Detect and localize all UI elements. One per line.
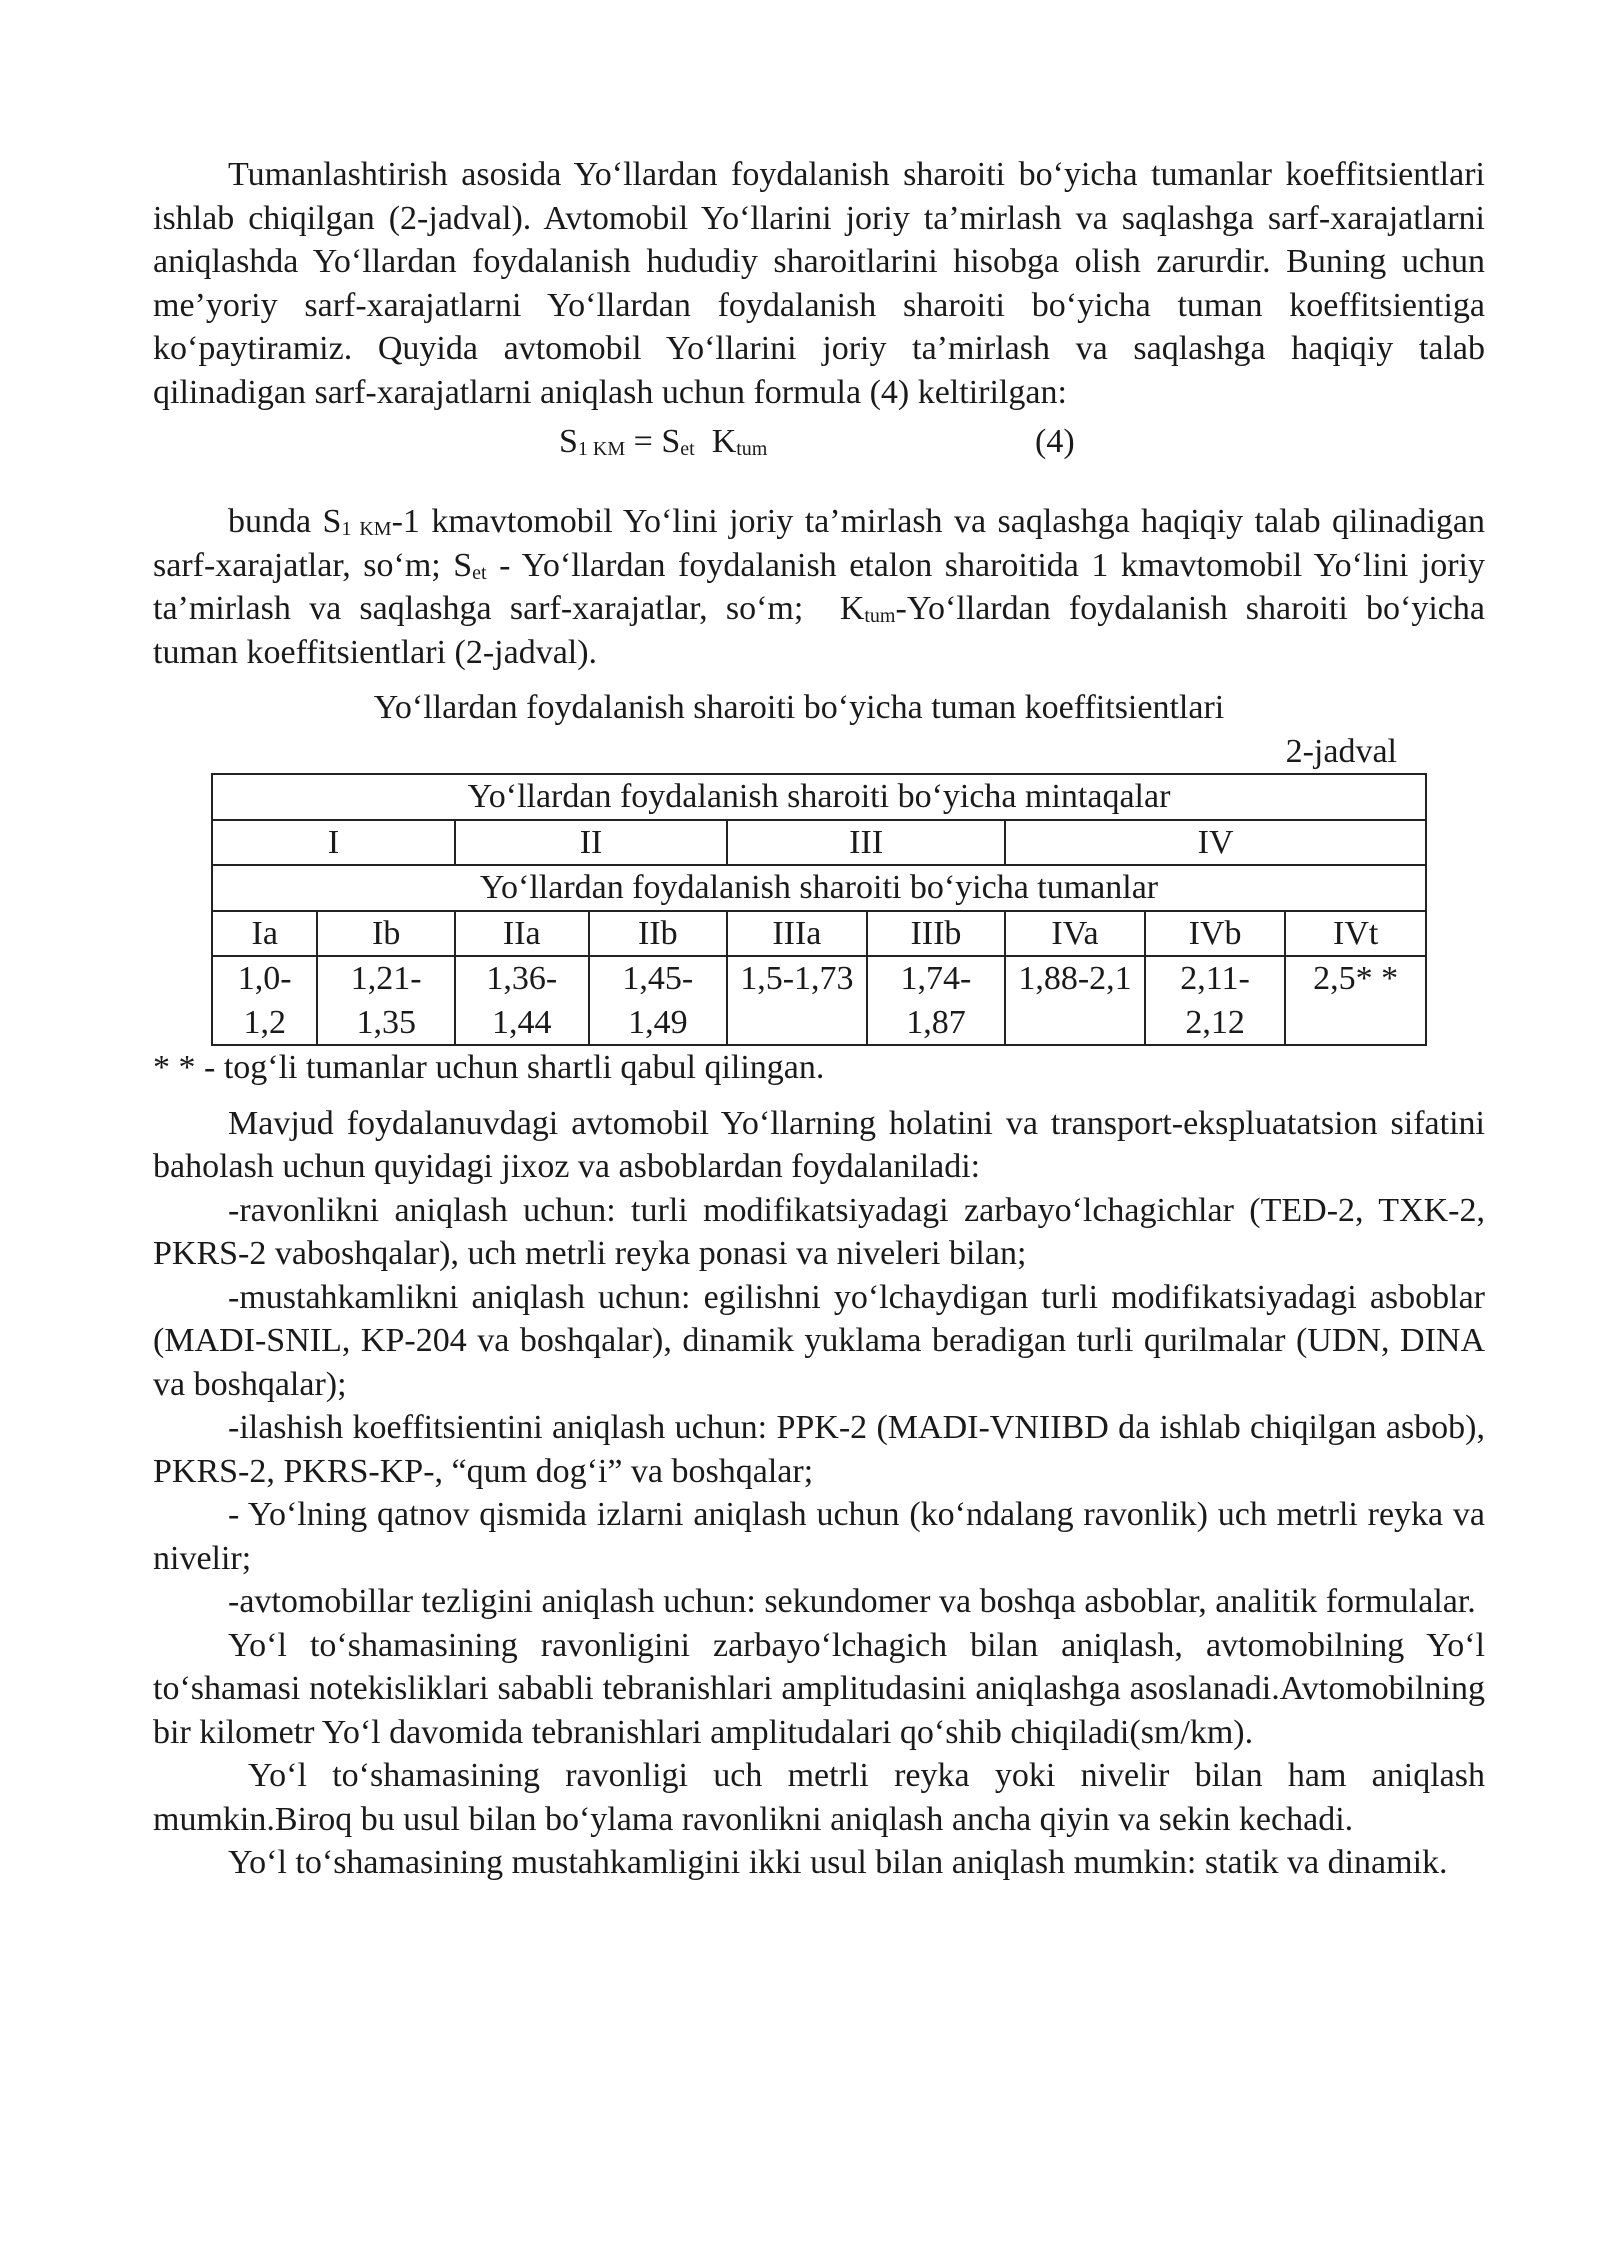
body-paragraph: Yo‘l to‘shamasining ravonligi uch metrli reyka yoki nivelir bilan ham aniqlash mumkin.Biroq bu usul bilan bo‘ylama ravonlikni aniqlash ancha qiyin va sekin kechadi. [153, 1757, 1485, 1838]
body-paragraph: -ravonlikni aniqlash uchun: turli modifikatsiyadagi zarbayo‘lchagichlar (TED-2, TXK-2, PKRS-2 vaboshqalar), uch metrli reyka ponasi va niveleri bilan; [153, 1191, 1485, 1272]
body-paragraph: Yo‘l to‘shamasining ravonligini zarbayo‘lchagich bilan aniqlash, avtomobilning Yo‘l to‘shamasi notekisliklari sababli tebranishlari amplitudasini aniqlashga asoslanadi.Avtomobilning bir kilometr Yo‘l davomida tebranishlari amplitudalari qo‘shib chiqiladi(sm/km). [153, 1626, 1485, 1751]
value-cell: 1,88-2,1 [1005, 956, 1145, 1045]
body-paragraph: -mustahkamlikni aniqlash uchun: egilishni yo‘lchaydigan turli modifikatsiyadagi asboblar (MADI-SNIL, KP-204 va boshqalar), dinamik yuklama beradigan turli qurilmalar (UDN, DINA va boshqalar); [153, 1278, 1485, 1403]
district-cell: Ia [212, 911, 317, 957]
district-cell: IVa [1005, 911, 1145, 957]
table-footnote: * * - tog‘li tumanlar uchun shartli qabul qilingan. [153, 1049, 825, 1086]
table-header-row-districts-title [212, 865, 1426, 911]
formula-rhs1-sub: et [680, 438, 695, 460]
coefficient-table [211, 773, 1427, 1046]
value-cell: 1,74- 1,87 [867, 956, 1006, 1045]
formula-rhs2-sub: tum [736, 438, 768, 460]
definition-sub-3: tum [864, 605, 896, 627]
definition-part-1: bunda S [228, 503, 342, 540]
formula-number: (4) [1035, 423, 1075, 460]
table-header-row-zones-title [212, 774, 1426, 820]
intro-paragraph: Tumanlashtirish asosida Yo‘llardan foydalanish sharoiti bo‘yicha tumanlar koeffitsientlari ishlab chiqilgan (2-jadval). Avtomobil Yo‘llarini joriy ta’mirlash va saqlashga sarf-xarajatlarni aniqlashda Yo‘llardan foydalanish hududiy sharoitlarini hisobga olish zarurdir. Buning uchun me’yoriy sarf-xarajatlarni Yo‘llardan foydalanish sharoiti bo‘yicha tuman koeffitsientiga ko‘paytiramiz. Quyida avtomobil Yo‘llarini joriy ta’mirlash va saqlashga haqiqiy talab qilinadigan sarf-xarajatlarni aniqlash uchun formula (4) keltirilgan: [153, 156, 1485, 411]
value-cell: 1,45- 1,49 [589, 956, 728, 1045]
zone-cell: III [727, 820, 1005, 866]
value-cell: 1,21- 1,35 [317, 956, 455, 1045]
table-row-values [212, 956, 1426, 1045]
body-paragraph: - Yo‘lning qatnov qismida izlarni aniqlash uchun (ko‘ndalang ravonlik) uch metrli reyka va nivelir; [153, 1496, 1485, 1577]
definition-part-3: - Yo‘llardan foydalanish etalon sharoitida 1 kmavtomobil Yo‘lini joriy ta’mirlash va saqlashga sarf-xarajatlar, so‘m; K [153, 546, 1494, 627]
value-cell: 2,11- 2,12 [1145, 956, 1286, 1045]
district-cell: IIb [589, 911, 728, 957]
district-cell: IVt [1285, 911, 1426, 957]
definition-paragraph [153, 500, 1494, 674]
district-cell: IVb [1145, 911, 1286, 957]
table-caption: Yo‘llardan foydalanish sharoiti bo‘yicha tuman koeffitsientlari [373, 689, 1225, 726]
table-header-row-zones [212, 820, 1426, 866]
districts-header-cell: Yo‘llardan foydalanish sharoiti bo‘yicha tumanlar [212, 865, 1426, 911]
definition-sub-2: et [472, 561, 487, 584]
formula-eq: = S [625, 423, 681, 460]
body-paragraph: Mavjud foydalanuvdagi avtomobil Yo‘llarning holatini va transport-ekspluatatsion sifatini baholash uchun quyidagi jixoz va asboblardan foydalaniladi: [153, 1104, 1485, 1185]
definition-sub-1: 1 KM [341, 518, 392, 540]
zone-cell: I [212, 820, 455, 866]
formula-expression [559, 420, 767, 464]
zones-header-cell: Yo‘llardan foydalanish sharoiti bo‘yicha mintaqalar [212, 774, 1426, 820]
formula-lhs: S [559, 423, 578, 460]
table-row-districts [212, 911, 1426, 957]
document-page [153, 153, 1494, 1885]
table-number-label: 2-jadval [1285, 732, 1397, 770]
district-cell: IIIa [727, 911, 867, 957]
district-cell: IIIb [867, 911, 1006, 957]
formula-lhs-sub: 1 KM [577, 438, 626, 460]
value-cell: 1,36- 1,44 [455, 956, 589, 1045]
value-cell: 2,5* * [1285, 956, 1426, 1045]
zone-cell: II [455, 820, 727, 866]
value-cell: 1,5-1,73 [727, 956, 867, 1045]
body-paragraph: -avtomobillar tezligini aniqlash uchun: sekundomer va boshqa asboblar, analitik formulalar. [228, 1583, 1476, 1620]
formula-4 [153, 420, 1485, 478]
district-cell: IIa [455, 911, 589, 957]
body-paragraph: Yo‘l to‘shamasining mustahkamligini ikki usul bilan aniqlash mumkin: statik va dinamik. [228, 1844, 1448, 1881]
zone-cell: IV [1005, 820, 1426, 866]
value-cell: 1,0- 1,2 [212, 956, 317, 1045]
definition-part-4: -Yo‘llardan foydalanish sharoiti bo‘yicha tuman koeffitsientlari (2-jadval). [153, 590, 1485, 671]
body-paragraph: -ilashish koeffitsientini aniqlash uchun: PPK-2 (MADI-VNIIBD da ishlab chiqilgan asbob), PKRS-2, PKRS-KP-, “qum dog‘i” va boshqalar; [153, 1409, 1485, 1490]
formula-rhs2: K [694, 423, 737, 460]
district-cell: Ib [317, 911, 455, 957]
definition-part-2: -1 kmavtomobil Yo‘lini joriy ta’mirlash va saqlashga haqiqiy talab qilinadigan sarf-xarajatlar, so‘m; S [153, 503, 1485, 584]
